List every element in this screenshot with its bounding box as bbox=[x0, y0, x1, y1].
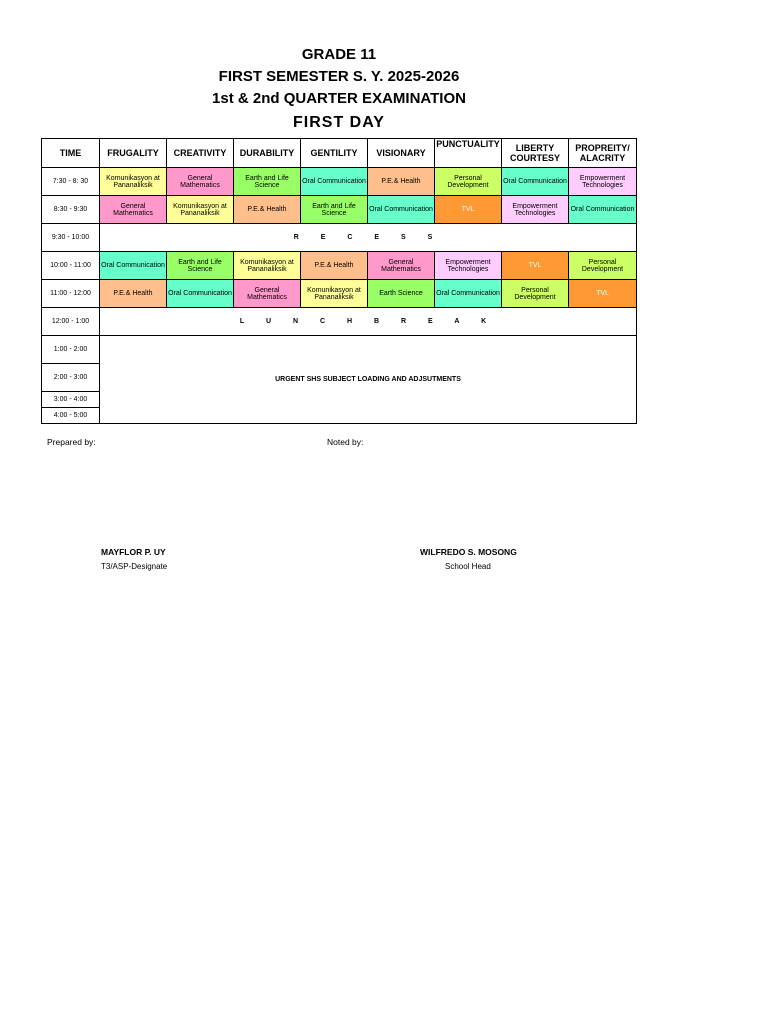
subject-cell: Oral Communication bbox=[301, 168, 368, 196]
time-slot: 12:00 - 1:00 bbox=[42, 308, 100, 336]
subject-cell: General Mathematics bbox=[100, 196, 167, 224]
semester-title: FIRST SEMESTER S. Y. 2025-2026 bbox=[218, 68, 460, 85]
grade-title: GRADE 11 bbox=[301, 46, 377, 63]
time-column-header: TIME bbox=[42, 139, 100, 168]
noted-by-name: WILFREDO S. MOSONG bbox=[420, 547, 517, 557]
section-header: CREATIVITY bbox=[167, 139, 234, 168]
subject-cell: P.E.& Health bbox=[234, 196, 301, 224]
subject-cell: Komunikasyon at Pananaliksik bbox=[301, 280, 368, 308]
subject-cell: General Mathematics bbox=[167, 168, 234, 196]
document-header bbox=[0, 44, 678, 134]
section-header: FRUGALITY bbox=[100, 139, 167, 168]
table-row bbox=[42, 168, 637, 196]
subject-cell: Earth and Life Science bbox=[234, 168, 301, 196]
subject-cell: TVL bbox=[502, 252, 569, 280]
day-title: FIRST DAY bbox=[293, 114, 385, 131]
subject-cell: Komunikasyon at Pananaliksik bbox=[234, 252, 301, 280]
table-row bbox=[42, 252, 637, 280]
subject-cell: TVL bbox=[435, 196, 502, 224]
time-slot: 7:30 - 8: 30 bbox=[42, 168, 100, 196]
subject-cell: Empowerment Technologies bbox=[569, 168, 637, 196]
time-slot: 1:00 - 2:00 bbox=[42, 336, 100, 364]
time-slot: 10:00 - 11:00 bbox=[42, 252, 100, 280]
table-row bbox=[42, 336, 637, 364]
subject-cell: Oral Communication bbox=[100, 252, 167, 280]
table-row bbox=[42, 196, 637, 224]
subject-cell: Oral Communication bbox=[167, 280, 234, 308]
time-slot: 8:30 - 9:30 bbox=[42, 196, 100, 224]
section-header: PUNCTUALITY bbox=[435, 139, 502, 168]
exam-schedule-table bbox=[41, 138, 637, 424]
time-slot: 3:00 - 4:00 bbox=[42, 392, 100, 408]
table-row bbox=[42, 280, 637, 308]
noted-by-label: Noted by: bbox=[327, 437, 364, 447]
subject-cell: Personal Development bbox=[569, 252, 637, 280]
time-slot: 2:00 - 3:00 bbox=[42, 364, 100, 392]
section-header: GENTILITY bbox=[301, 139, 368, 168]
table-row bbox=[42, 224, 637, 252]
subject-cell: P.E.& Health bbox=[301, 252, 368, 280]
recess-banner: R E C E S S bbox=[100, 224, 637, 252]
time-slot: 11:00 - 12:00 bbox=[42, 280, 100, 308]
table-row bbox=[42, 308, 637, 336]
section-header: PROPREITY/ ALACRITY bbox=[569, 139, 637, 168]
section-header: LIBERTY COURTESY bbox=[502, 139, 569, 168]
prepared-by-title: T3/ASP-Designate bbox=[101, 562, 168, 571]
subject-cell: Personal Development bbox=[435, 168, 502, 196]
time-slot: 4:00 - 5:00 bbox=[42, 408, 100, 424]
exam-title: 1st & 2nd QUARTER EXAMINATION bbox=[212, 90, 466, 107]
subject-cell: Oral Communication bbox=[569, 196, 637, 224]
subject-cell: P.E.& Health bbox=[100, 280, 167, 308]
time-slot: 9:30 - 10:00 bbox=[42, 224, 100, 252]
subject-cell: Oral Communication bbox=[435, 280, 502, 308]
section-header: VISIONARY bbox=[368, 139, 435, 168]
lunch-banner: L U N C H B R E A K bbox=[100, 308, 637, 336]
prepared-by-name: MAYFLOR P. UY bbox=[101, 547, 166, 557]
subject-cell: Earth and Life Science bbox=[301, 196, 368, 224]
subject-cell: Komunikasyon at Pananaliksik bbox=[167, 196, 234, 224]
subject-cell: Komunikasyon at Pananaliksik bbox=[100, 168, 167, 196]
header-row bbox=[42, 139, 637, 168]
urgent-notice: URGENT SHS SUBJECT LOADING AND ADJSUTMENTS bbox=[100, 336, 637, 424]
subject-cell: Oral Communication bbox=[368, 196, 435, 224]
subject-cell: Empowerment Technologies bbox=[502, 196, 569, 224]
subject-cell: Earth and Life Science bbox=[167, 252, 234, 280]
prepared-by-label: Prepared by: bbox=[47, 437, 96, 447]
subject-cell: Personal Development bbox=[502, 280, 569, 308]
subject-cell: Empowerment Technologies bbox=[435, 252, 502, 280]
subject-cell: Oral Communication bbox=[502, 168, 569, 196]
subject-cell: General Mathematics bbox=[368, 252, 435, 280]
subject-cell: P.E.& Health bbox=[368, 168, 435, 196]
subject-cell: Earth Science bbox=[368, 280, 435, 308]
subject-cell: General Mathematics bbox=[234, 280, 301, 308]
noted-by-title: School Head bbox=[445, 562, 491, 571]
subject-cell: TVL bbox=[569, 280, 637, 308]
section-header: DURABILITY bbox=[234, 139, 301, 168]
